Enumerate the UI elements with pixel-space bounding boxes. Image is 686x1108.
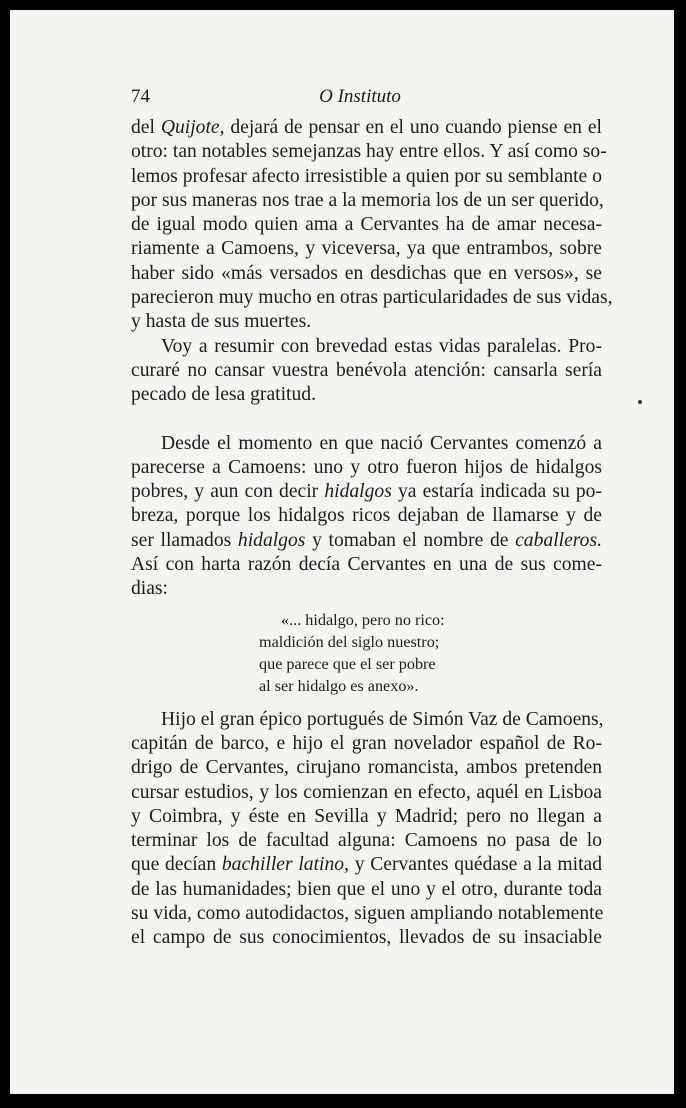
text-line: dias:: [131, 578, 169, 600]
text-line: pobres, y aun con decir hidalgos ya estaría indicada su po-: [131, 481, 602, 503]
paragraph: [131, 432, 602, 602]
page-header: [10, 80, 674, 110]
text-line: que decían bachiller latino, y Cervantes quédase a la mitad: [131, 854, 603, 876]
verse-line: al ser hidalgo es anexo».: [259, 676, 419, 695]
text-line: capitán de barco, e hijo el gran novelador español de Ro-: [131, 732, 602, 754]
text-line: su vida, como autodidactos, siguen ampliando notablemente: [131, 903, 604, 925]
emphasis: bachiller latino,: [221, 854, 349, 876]
verse-line: «... hidalgo, pero no rico:: [281, 610, 445, 629]
text-line: otro: tan notables semejanzas hay entre ellos. Y así como so-: [131, 141, 607, 163]
text-line: terminar los de facultad alguna: Camoens no pasa de lo: [131, 830, 602, 852]
text-line: parecerse a Camoens: uno y otro fueron hijos de hidalgos: [131, 456, 602, 478]
text-line: ser llamados hidalgos y tomaban el nombre de caballeros.: [131, 529, 602, 551]
text-line: curaré no cansar vuestra benévola atención: cansarla sería: [131, 359, 602, 381]
text-line: Hijo el gran épico portugués de Simón Vaz de Camoens,: [161, 708, 604, 730]
text-line: del Quijote, dejará de pensar en el uno cuando piense en el: [131, 117, 602, 138]
text-line: cursar estudios, y los comienzan en efecto, aquél en Lisboa: [131, 781, 602, 803]
emphasis: hidalgos: [237, 529, 306, 551]
text-line: Así con harta razón decía Cervantes en una de sus come-: [131, 554, 602, 576]
text-line: breza, porque los hidalgos ricos dejaban de llamarse y de: [131, 505, 602, 527]
text-line: Desde el momento en que nació Cervantes comenzó a: [161, 432, 602, 454]
text-line: Voy a resumir con brevedad estas vidas paralelas. Pro-: [161, 335, 602, 357]
running-title: O Instituto: [319, 86, 401, 107]
verse-quotation: [259, 609, 602, 697]
verse-line: que parece que el ser pobre: [259, 654, 436, 673]
text-line: haber sido «más versados en desdichas que en versos», se: [131, 262, 602, 284]
text-line: de las humanidades; bien que el uno y el otro, durante toda: [131, 878, 602, 900]
section-gap: [131, 408, 602, 432]
paragraph: [131, 335, 602, 408]
paragraph: [131, 708, 602, 951]
text-line: por sus maneras nos trae a la memoria los de un ser querido,: [131, 189, 604, 211]
text-line: riamente a Camoens, y viceversa, ya que entrambos, sobre: [131, 238, 602, 260]
text-line: drigo de Cervantes, cirujano romancista, ambos pretenden: [131, 757, 602, 779]
book-page: [10, 10, 674, 1094]
text-line: el campo de sus conocimientos, llevados de su insaciable: [131, 927, 602, 949]
page-number: 74: [131, 86, 150, 107]
text-line: lemos profesar afecto irresistible a quien por su semblante o: [131, 165, 602, 187]
text-line: parecieron muy mucho en otras particularidades de sus vidas,: [131, 287, 613, 309]
text-line: y Coimbra, y éste en Sevilla y Madrid; pero no llegan a: [131, 805, 602, 827]
text-line: pecado de lesa gratitud.: [131, 384, 316, 406]
body-text: [131, 116, 613, 951]
text-line: de igual modo quien ama a Cervantes ha de amar necesa-: [131, 214, 602, 236]
emphasis: hidalgos: [324, 481, 392, 503]
ink-speck: [638, 400, 642, 404]
verse-line: maldición del siglo nuestro;: [259, 632, 440, 651]
paragraph: [131, 116, 613, 335]
text-line: y hasta de sus muertes.: [131, 311, 312, 333]
emphasis: caballeros.: [515, 529, 602, 551]
emphasis: Quijote,: [160, 117, 225, 138]
